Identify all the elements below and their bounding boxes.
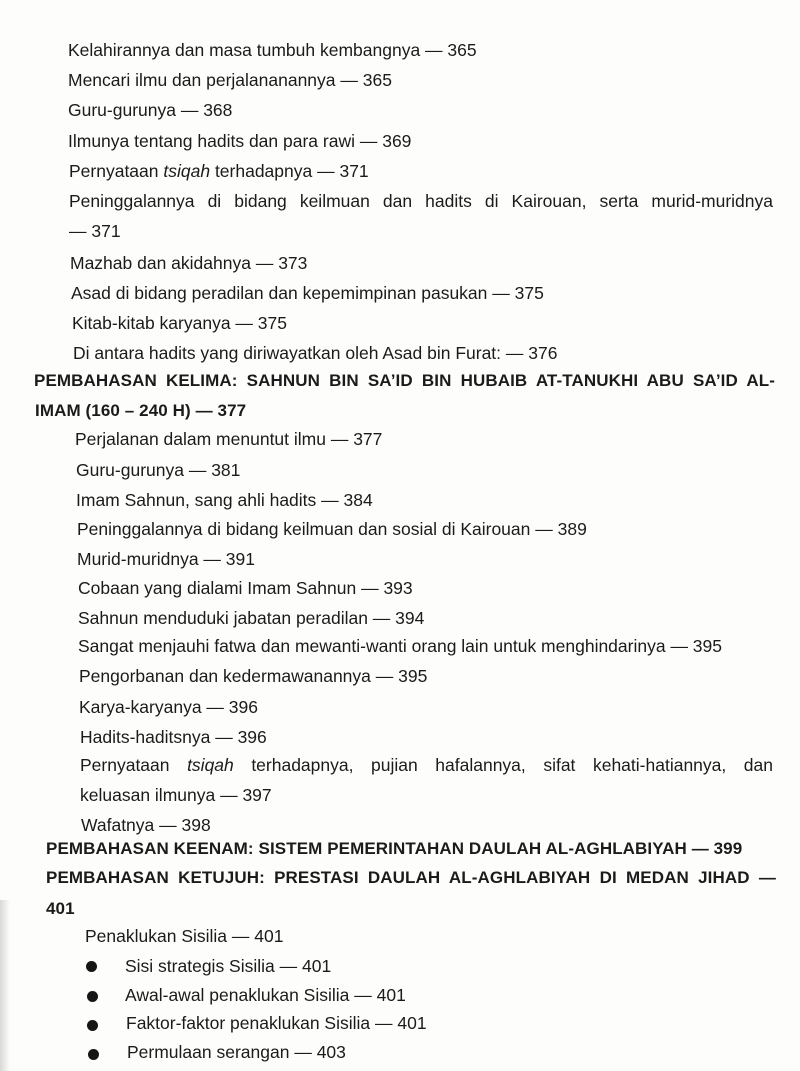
- toc-entry: Murid-muridnya — 391: [77, 549, 255, 569]
- bullet-icon: [86, 961, 97, 972]
- toc-entry-legacy-page: — 371: [69, 221, 121, 241]
- toc-entry-legacy: Peninggalannya di bidang keilmuan dan hadits di Kairouan, serta murid-muridnya: [69, 191, 773, 211]
- toc-entry: Asad di bidang peradilan dan kepemimpinan pasukan — 375: [71, 283, 544, 303]
- toc-entry-tsiqah: [69, 159, 369, 183]
- italic-term: tsiqah: [163, 161, 211, 181]
- entry-text: terhadapnya, pujian hafalannya, sifat kehati-hatiannya, dan: [233, 755, 773, 775]
- toc-entry: Mencari ilmu dan perjalananannya — 365: [68, 70, 392, 90]
- toc-entry: Guru-gurunya — 381: [76, 460, 241, 480]
- toc-entry: Hadits-haditsnya — 396: [80, 727, 267, 747]
- chapter-heading: PEMBAHASAN KELIMA: SAHNUN BIN SA’ID BIN HUBAIB AT-TANUKHI ABU SA’ID AL-: [34, 371, 775, 390]
- toc-entry: Penaklukan Sisilia — 401: [85, 926, 284, 946]
- toc-bullet-entry: Permulaan serangan — 403: [127, 1042, 346, 1062]
- entry-text: Pernyataan: [80, 755, 188, 775]
- toc-entry: Karya-karyanya — 396: [79, 697, 258, 717]
- chapter-heading: PEMBAHASAN KEENAM: SISTEM PEMERINTAHAN DAULAH AL-AGHLABIYAH — 399: [46, 839, 743, 858]
- entry-text: Pernyataan: [69, 161, 164, 181]
- toc-bullet-entry: Sisi strategis Sisilia — 401: [125, 956, 332, 976]
- toc-entry: Sahnun menduduki jabatan peradilan — 394: [78, 608, 425, 628]
- toc-bullet-entry: Faktor-faktor penaklukan Sisilia — 401: [126, 1013, 427, 1033]
- toc-entry: Wafatnya — 398: [81, 815, 211, 835]
- chapter-heading-cont: IMAM (160 – 240 H) — 377: [35, 401, 247, 420]
- italic-term: tsiqah: [187, 755, 234, 775]
- chapter-heading-cont: 401: [46, 899, 75, 918]
- toc-entry: Guru-gurunya — 368: [68, 100, 233, 120]
- entry-text: terhadapnya — 371: [210, 161, 369, 181]
- bullet-icon: [88, 1049, 99, 1060]
- toc-entry: Mazhab dan akidahnya — 373: [70, 253, 308, 273]
- bullet-icon: [87, 1020, 98, 1031]
- toc-entry-tsiqah-page: keluasan ilmunya — 397: [80, 785, 272, 805]
- toc-bullet-entry: Awal-awal penaklukan Sisilia — 401: [125, 985, 406, 1005]
- toc-entry: Pengorbanan dan kedermawanannya — 395: [79, 666, 428, 686]
- toc-entry: Ilmunya tentang hadits dan para rawi — 369: [68, 131, 412, 151]
- toc-entry: Sangat menjauhi fatwa dan mewanti-wanti orang lain untuk menghindarinya — 395: [78, 636, 723, 656]
- toc-entry: Perjalanan dalam menuntut ilmu — 377: [75, 429, 383, 449]
- toc-entry: Kelahirannya dan masa tumbuh kembangnya — 365: [68, 40, 477, 60]
- toc-entry-tsiqah-long: [80, 753, 773, 777]
- toc-entry: Imam Sahnun, sang ahli hadits — 384: [76, 490, 373, 510]
- toc-entry: Di antara hadits yang diriwayatkan oleh Asad bin Furat: — 376: [73, 343, 558, 363]
- page-edge-shadow: [0, 900, 10, 1071]
- chapter-heading: PEMBAHASAN KETUJUH: PRESTASI DAULAH AL-AGHLABIYAH DI MEDAN JIHAD —: [46, 868, 776, 887]
- bullet-icon: [87, 991, 98, 1002]
- toc-entry: Kitab-kitab karyanya — 375: [72, 313, 287, 333]
- toc-entry: Peninggalannya di bidang keilmuan dan sosial di Kairouan — 389: [77, 519, 587, 539]
- toc-entry: Cobaan yang dialami Imam Sahnun — 393: [78, 578, 413, 598]
